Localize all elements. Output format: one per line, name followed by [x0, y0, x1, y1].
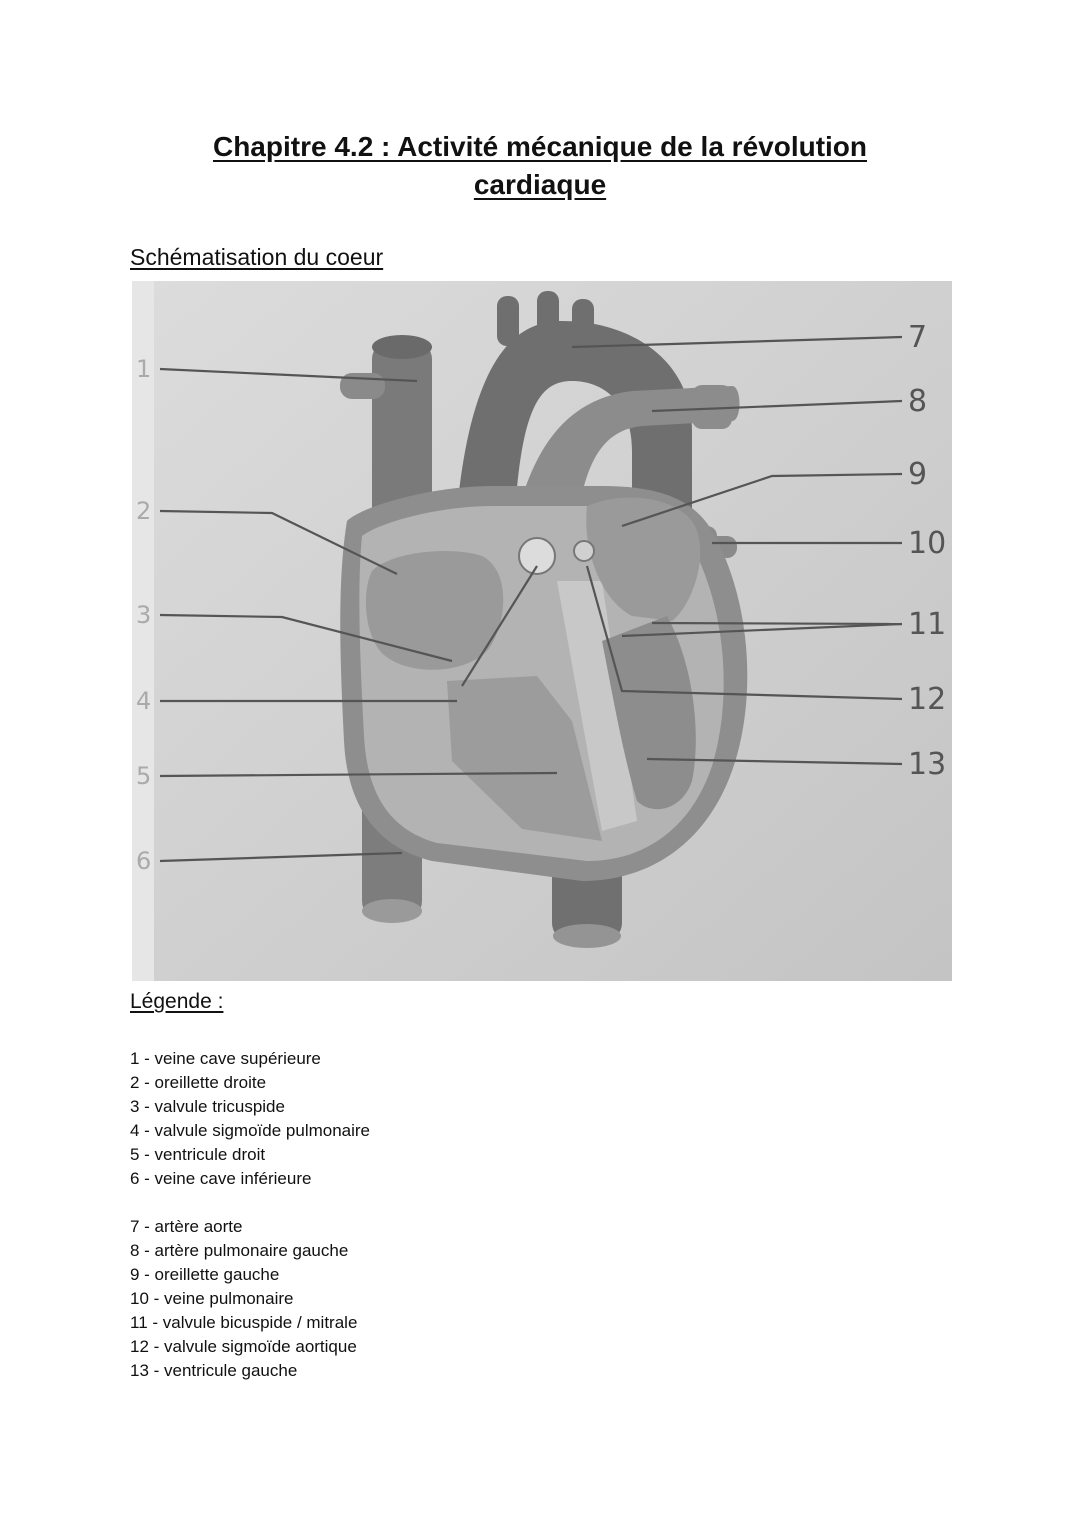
legend-item: 8 - artère pulmonaire gauche: [130, 1241, 349, 1260]
label-number-3: 3: [136, 601, 152, 629]
heart-diagram: [132, 281, 952, 981]
label-number-7: 7: [908, 320, 928, 355]
legend-item: 7 - artère aorte: [130, 1217, 243, 1236]
label-number-8: 8: [908, 384, 928, 419]
label-number-10: 10: [908, 526, 947, 561]
legend-item: 6 - veine cave inférieure: [130, 1169, 312, 1188]
title-line-1: Chapitre 4.2 : Activité mécanique de la révolution: [212, 131, 868, 162]
legend-list-2: [130, 1215, 357, 1383]
title-line-2: cardiaque: [473, 169, 607, 200]
label-number-6: 6: [136, 847, 152, 875]
section-heading: Schématisation du coeur: [130, 244, 384, 270]
legend-item: 11 - valvule bicuspide / mitrale: [130, 1313, 358, 1332]
label-number-4: 4: [136, 687, 152, 715]
label-number-5: 5: [136, 762, 152, 790]
legend-item: 3 - valvule tricuspide: [130, 1097, 285, 1116]
legend-item: 5 - ventricule droit: [130, 1145, 266, 1164]
label-number-2: 2: [136, 497, 152, 525]
legend-list-1: [130, 1047, 370, 1191]
legend-item: 12 - valvule sigmoïde aortique: [130, 1337, 357, 1356]
label-number-11: 11: [908, 607, 947, 642]
legend-heading: Légende :: [130, 990, 224, 1013]
legend-item: 13 - ventricule gauche: [130, 1361, 298, 1380]
label-number-1: 1: [136, 355, 152, 383]
legend-item: 10 - veine pulmonaire: [130, 1289, 294, 1308]
legend-item: 2 - oreillette droite: [130, 1073, 267, 1092]
legend-item: 1 - veine cave supérieure: [130, 1049, 321, 1068]
legend-item: 4 - valvule sigmoïde pulmonaire: [130, 1121, 371, 1140]
page-title: [130, 128, 950, 204]
label-number-13: 13: [908, 747, 947, 782]
legend-item: 9 - oreillette gauche: [130, 1265, 280, 1284]
label-number-12: 12: [908, 682, 947, 717]
label-number-9: 9: [908, 457, 928, 492]
